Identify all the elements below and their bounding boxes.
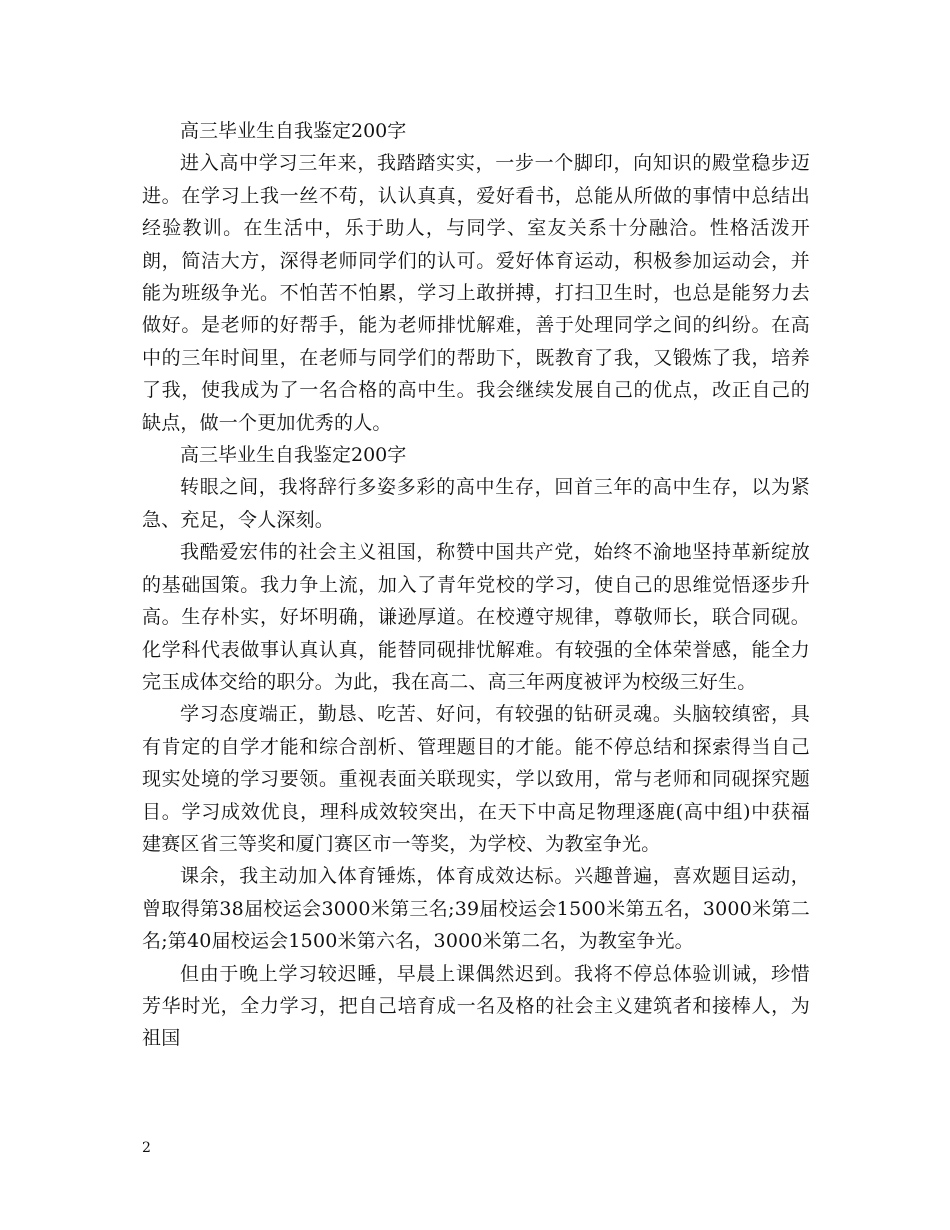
paragraph: 但由于晚上学习较迟睡，早晨上课偶然迟到。我将不停总体验训诫，珍惜芳华时光，全力学习，把自己培育成一名及格的社会主义建筑者和接棒人，为祖国 <box>142 962 810 1050</box>
section-title: 高三毕业生自我鉴定200字 <box>180 444 407 467</box>
document-body <box>142 115 810 1055</box>
section-title: 高三毕业生自我鉴定200字 <box>180 120 407 142</box>
paragraph: 我酷爱宏伟的社会主义祖国，称赞中国共产党，始终不渝地坚持革新绽放的基础国策。我力争上流，加入了青年党校的学习，使自己的思维觉悟逐步升高。生存朴实，好坏明确，谦逊厚道。在校遵守规律，尊敬师长，联合同砚。化学科代表做事认真认真，能替同砚排忧解难。有较强的全体荣誉感，能全力完玉成体交给的职分。为此，我在高二、高三年两度被评为校级三好生。 <box>142 541 810 693</box>
paragraph: 进入高中学习三年来，我踏踏实实，一步一个脚印，向知识的殿堂稳步迈进。在学习上我一丝不苟，认认真真，爱好看书，总能从所做的事情中总结出经验教训。在生活中，乐于助人，与同学、室友关系十分融洽。性格活泼开朗，简洁大方，深得老师同学们的认可。爱好体育运动，积极参加运动会，并能为班级争光。不怕苦不怕累，学习上敢拼搏，打扫卫生时，也总是能努力去做好。是老师的好帮手，能为老师排忧解难，善于处理同学之间的纠纷。在高中的三年时间里，在老师与同学们的帮助下，既教育了我，又锻炼了我，培养了我，使我成为了一名合格的高中生。我会继续发展自己的优点，改正自己的缺点，做一个更加优秀的人。 <box>142 152 810 434</box>
paragraph: 学习态度端正，勤恳、吃苦、好问，有较强的钻研灵魂。头脑较缜密，具有肯定的自学才能和综合剖析、管理题目的才能。能不停总结和探索得当自己现实处境的学习要领。重视表面关联现实，学以致用，常与老师和同砚探究题目。学习成效优良，理科成效较突出，在天下中高足物理逐鹿(高中组)中获福建赛区省三等奖和厦门赛区市一等奖，为学校、为教室争光。 <box>142 703 810 855</box>
page-number: 2 <box>142 1140 151 1156</box>
paragraph: 课余，我主动加入体育锤炼，体育成效达标。兴趣普遍，喜欢题目运动，曾取得第38届校运会3000米第三名;39届校运会1500米第五名，3000米第二名;第40届校运会1500米第六名，3000米第二名，为教室争光。 <box>142 865 810 953</box>
paragraph: 转眼之间，我将辞行多姿多彩的高中生存，回首三年的高中生存，以为紧急、充足，令人深刻。 <box>142 476 810 531</box>
